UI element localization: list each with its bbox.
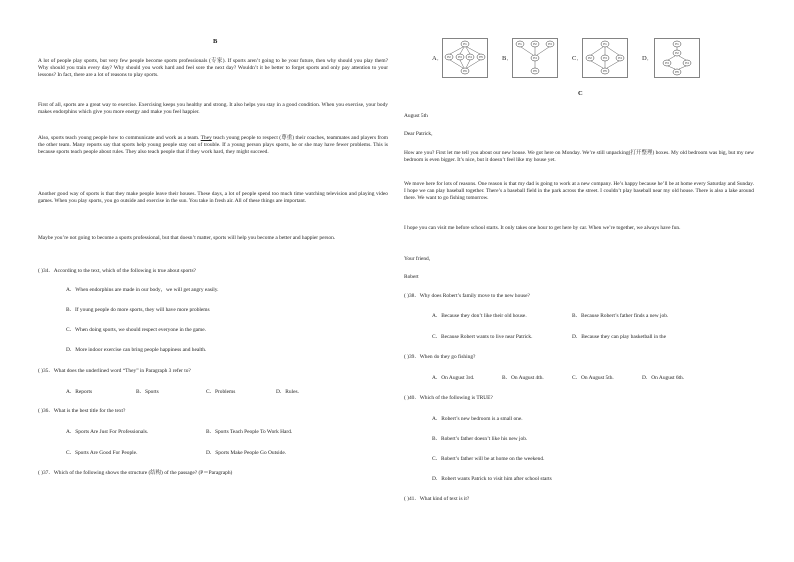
question-36-stem: ( )36．What is the best title for the text?: [38, 408, 126, 414]
structure-diagram-b: [512, 38, 558, 78]
question-36-option-b[interactable]: B．Sports Teach People To Work Hard.: [206, 429, 293, 435]
svg-text:P5: P5: [603, 69, 607, 73]
passage-c-heading: C: [578, 90, 583, 97]
svg-text:P5: P5: [675, 70, 679, 74]
structure-diagram-a: [442, 38, 488, 78]
svg-text:P4: P4: [685, 61, 689, 65]
question-38-stem: ( )38．Why does Robert’s family move to the new house?: [404, 293, 530, 299]
passage-b-heading: B: [213, 38, 218, 45]
passage-c-paragraph-3: I hope you can visit me before school starts. It only takes one hour to get here by car. When we’re together, we always have fun.: [404, 225, 681, 231]
question-34-stem: ( )34．According to the text, which of the following is true about sports?: [38, 268, 196, 274]
question-40-option-c[interactable]: C．Robert’s father will be at home on the weekend.: [432, 456, 545, 462]
passage-c-paragraph-1: How are you? First let me tell you about our new house. We got here on Monday. We’re still unpacking(打开整理) boxes. My old bedroom was big, but my new bedroom is even bigger. It’s nice, but it doesn’t feel like my house yet.: [404, 150, 754, 164]
question-36-option-c[interactable]: C．Sports Are Good For People.: [66, 450, 138, 456]
question-36-option-a[interactable]: A．Sports Are Just For Professionals.: [66, 429, 149, 435]
diagram-c-label[interactable]: C．: [572, 55, 583, 62]
svg-text:P3: P3: [603, 56, 607, 60]
passage-c-paragraph-2: We move here for lots of reasons. One reason is that my dad is going to work at a new company. He’s happy because he’ll be at home every Saturday and Sunday. I hope we can play baseball together. There’s a baseball field in the park across the street. I couldn’t play baseball near my old house. There is also a lake around there. We want to go fishing tomorrow.: [404, 181, 754, 202]
letter-closing: Your friend,: [404, 256, 431, 262]
underlined-they: They: [200, 135, 212, 141]
question-39-stem: ( )39．When do they go fishing?: [404, 354, 476, 360]
question-39-option-b[interactable]: B．On August 4th.: [502, 375, 544, 381]
question-40-stem: ( )40．Which of the following is TRUE?: [404, 395, 493, 401]
structure-diagram-c: [582, 38, 628, 78]
svg-text:P2: P2: [675, 51, 679, 55]
svg-text:P1: P1: [603, 42, 607, 46]
question-40-option-b[interactable]: B．Robert’s father doesn’t like his new job.: [432, 436, 528, 442]
svg-text:P4: P4: [468, 55, 472, 59]
svg-text:P3: P3: [548, 42, 552, 46]
svg-text:P3: P3: [665, 61, 669, 65]
question-35-option-a[interactable]: A．Reports: [66, 389, 93, 395]
letter-date: August 5th: [404, 113, 428, 119]
svg-text:P2: P2: [447, 55, 451, 59]
svg-text:P1: P1: [463, 42, 467, 46]
passage-b-paragraph-2: First of all, sports are a great way to exercise. Exercising keeps you healthy and strong. It also helps you stay in a good condition. When you exercise, your body makes endorphins which give you more energy and make you feel happier.: [38, 102, 388, 116]
question-34-option-c[interactable]: C．When doing sports, we should respect everyone in the game.: [66, 327, 206, 333]
question-35-stem: ( )35．What does the underlined word “They” in Paragraph 3 refer to?: [38, 368, 191, 374]
svg-text:P2: P2: [588, 56, 592, 60]
question-39-option-a[interactable]: A．On August 3rd.: [432, 375, 475, 381]
question-34-option-a[interactable]: A．When endorphins are made in our body，we will get angry easily.: [66, 287, 219, 293]
diagram-d-label[interactable]: D．: [642, 55, 654, 62]
svg-text:P4: P4: [533, 56, 537, 60]
diagram-a-label[interactable]: A．: [432, 55, 444, 62]
question-40-option-d[interactable]: D．Robert wants Patrick to visit him after school starts: [432, 476, 552, 482]
question-35-option-b[interactable]: B．Sports: [136, 389, 159, 395]
svg-text:P5: P5: [479, 55, 483, 59]
svg-text:P6: P6: [463, 69, 467, 73]
question-40-option-a[interactable]: A．Robert’s new bedroom is a small one.: [432, 416, 523, 422]
question-38-option-a[interactable]: A．Because they don’t like their old house.: [432, 313, 527, 319]
question-35-option-d[interactable]: D．Rules.: [276, 389, 299, 395]
svg-text:P1: P1: [675, 42, 679, 46]
svg-text:P2: P2: [533, 42, 537, 46]
question-38-option-b[interactable]: B．Because Robert’s father finds a new job.: [572, 313, 669, 319]
question-41-stem: ( )41．What kind of text is it?: [404, 496, 470, 502]
letter-greeting: Dear Patrick,: [404, 131, 433, 137]
diagram-b-label[interactable]: B．: [502, 55, 513, 62]
svg-text:P1: P1: [518, 42, 522, 46]
question-35-option-c[interactable]: C．Problems: [206, 389, 236, 395]
svg-text:P5: P5: [533, 69, 537, 73]
passage-b-paragraph-3: Also, sports teach young people how to communicate and work as a team. They teach young people to respect (尊重) their coaches, teammates and players from the other team. Many reports say that sports help young people stay out of trouble. If a young person plays sports, he or she may have fewer problems. This is because sports teach people about rules. They also teach people that if they work hard, they might succeed.: [38, 135, 388, 156]
question-36-option-d[interactable]: D．Sports Make People Go Outside.: [206, 450, 287, 456]
question-38-option-c[interactable]: C．Because Robert wants to live near Patrick.: [432, 334, 533, 340]
question-39-option-d[interactable]: D．On August 6th.: [642, 375, 685, 381]
question-39-option-c[interactable]: C．On August 5th.: [572, 375, 614, 381]
passage-b-paragraph-1: A lot of people play sports, but very few people become sports professionals (专家). If sports aren’t going to be your future, then why should you play them? Why should you train every day? Why should you work hard and feel sore the next day? Wouldn’t it be better to forget sports and only pay attention to your lessons? In fact, there are a lot of reasons to play sports.: [38, 58, 388, 79]
question-34-option-d[interactable]: D．More indoor exercise can bring people happiness and health.: [66, 347, 207, 353]
structure-diagram-d: [654, 38, 700, 78]
question-37-stem: ( )37．Which of the following shows the structure (结构) of the passage? (P＝Paragraph): [38, 470, 233, 476]
question-34-option-b[interactable]: B．If young people do more sports, they will have more problems: [66, 307, 210, 313]
svg-text:P3: P3: [458, 55, 462, 59]
letter-signature: Robert: [404, 274, 419, 280]
passage-b-paragraph-4: Another good way of sports is that they make people leave their houses. These days, a lot of people spend too much time watching television and playing video games. When you play sports, you go outside and exercise in the sun. You take in fresh air. All of these things are important.: [38, 191, 388, 205]
svg-text:P4: P4: [618, 56, 622, 60]
passage-b-paragraph-5: Maybe you’re not going to become a sports professional, but that doesn’t matter, sports will help you become a better and happier person.: [38, 235, 336, 241]
question-38-option-d[interactable]: D．Because they can play basketball in the: [572, 334, 667, 340]
